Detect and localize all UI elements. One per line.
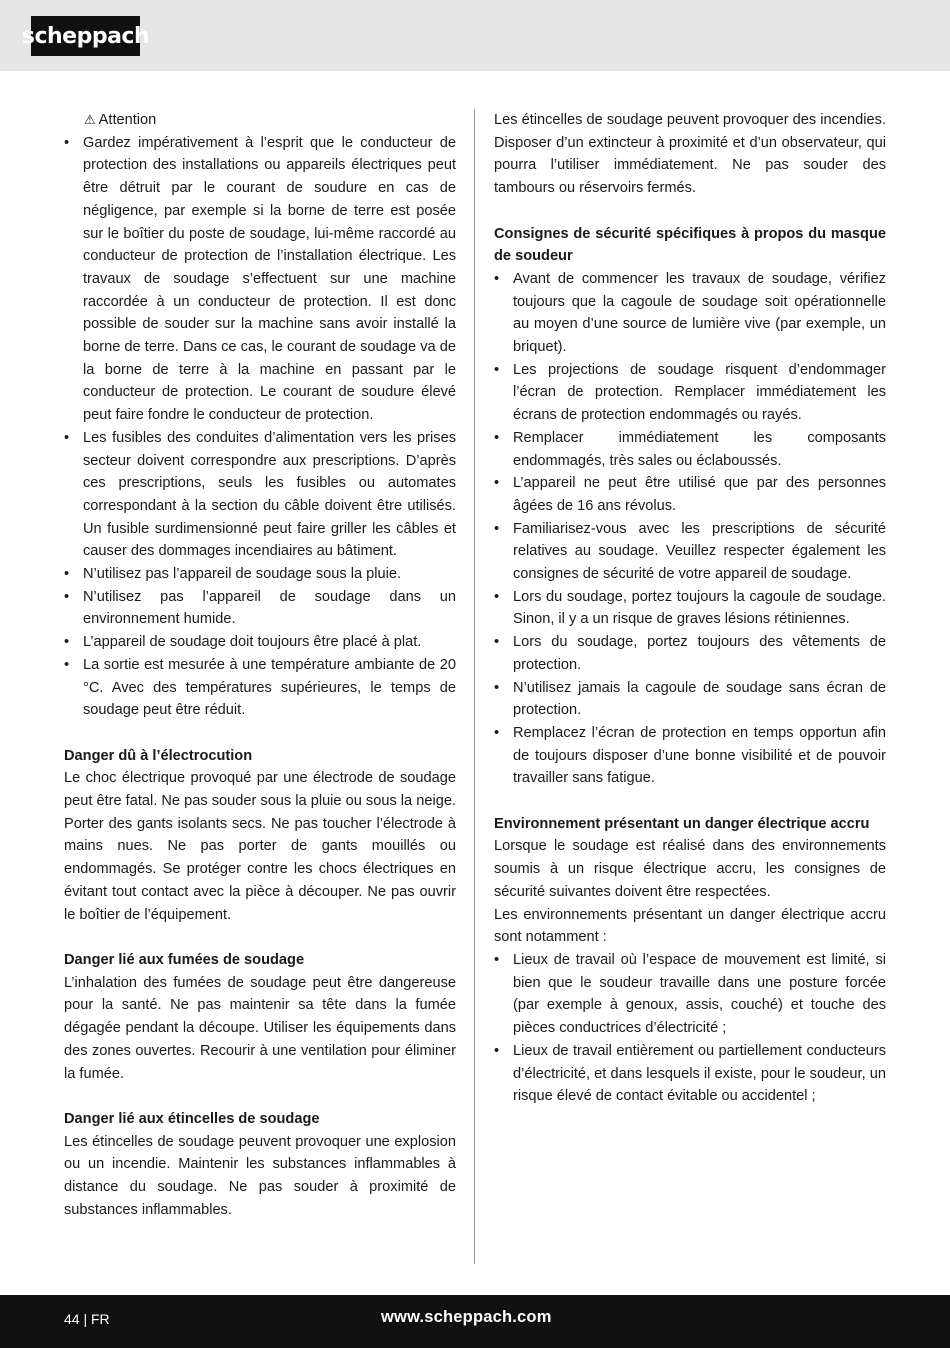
mask-heading: Consignes de sécurité spécifiques à propos du masque de soudeur: [494, 225, 886, 265]
list-item: • Remplacer immédiatement les composants endommagés, très sales ou éclaboussés.: [494, 427, 886, 472]
list-item: • N’utilisez pas l’appareil de soudage dans un environnement humide.: [64, 586, 456, 631]
list-item: • La sortie est mesurée à une température ambiante de 20 °C. Avec des températures supérieures, le temps de soudage peut être réduit.: [64, 654, 456, 722]
page-footer: [0, 1295, 950, 1348]
list-item: • Lors du soudage, portez toujours la cagoule de soudage. Sinon, il y a un risque de graves lésions rétiniennes.: [494, 586, 886, 631]
bullet-dot-icon: •: [64, 134, 70, 151]
bullet-dot-icon: •: [494, 520, 500, 537]
bullet-dot-icon: •: [494, 679, 500, 696]
bullet-dot-icon: •: [494, 951, 500, 968]
page-number: 44: [64, 1311, 80, 1327]
left-column: [64, 109, 456, 1221]
sparks-heading: Danger lié aux étincelles de soudage: [64, 1110, 320, 1127]
electrocution-text: Le choc électrique provoqué par une électrode de soudage peut être fatal. Ne pas souder sous la pluie ou sous la neige. Porter des gants isolants secs. Ne pas toucher l’électrode à mains nues. Ne pas porter de gants mouillés ou endommagés. Se protéger contre les chocs électriques en évitant tout contact avec la pièce à découper. Ne pas ouvrir le boîtier de l’équipement.: [64, 770, 456, 923]
bullet-dot-icon: •: [64, 634, 70, 651]
warning-triangle-icon: ⚠: [84, 112, 96, 127]
bullet-dot-icon: •: [64, 429, 70, 446]
attention-label: Attention: [98, 112, 157, 128]
bullet-dot-icon: •: [64, 566, 70, 583]
list-item: • N’utilisez jamais la cagoule de soudage sans écran de protection.: [494, 677, 886, 722]
list-item: • Familiarisez-vous avec les prescriptions de sécurité relatives au soudage. Veuillez respecter également les consignes de sécurité de votre appareil de soudage.: [494, 518, 886, 586]
attention-label-row: [64, 109, 456, 132]
list-item: • Lieux de travail où l’espace de mouvement est limité, si bien que le soudeur travaille dans une posture forcée (par exemple à genoux, assis, couché) et touche des pièces conductrices d’électricité ;: [494, 949, 886, 1040]
electrocution-heading: Danger dû à l’électrocution: [64, 747, 253, 764]
bullet-dot-icon: •: [494, 1042, 500, 1059]
environment-list: [494, 949, 886, 1108]
list-item: • Lieux de travail entièrement ou partiellement conducteurs d’électricité, et dans lesquels il existe, pour le soudeur, un risque élevé de contact évitable ou accidentel ;: [494, 1040, 886, 1108]
page-indicator: [64, 1311, 110, 1327]
environment-heading: Environnement présentant un danger électrique accru: [494, 815, 870, 832]
bullet-dot-icon: •: [494, 475, 500, 492]
sparks-continued-text: Les étincelles de soudage peuvent provoquer des incendies. Disposer d’un extincteur à proximité et d’un observateur, qui pourra l’utiliser immédiatement. Ne pas souder des tambours ou réservoirs fermés.: [494, 112, 886, 197]
fumes-heading: Danger lié aux fumées de soudage: [64, 951, 305, 968]
environment-text-2: Les environnements présentant un danger électrique accru sont notamment :: [494, 906, 886, 946]
page-language: FR: [91, 1311, 110, 1327]
bullet-dot-icon: •: [494, 429, 500, 446]
page-header: [0, 0, 950, 71]
scheppach-logo: scheppach: [31, 16, 140, 56]
list-item: • Les projections de soudage risquent d’endommager l’écran de protection. Remplacer immédiatement les écrans de protection endommagés ou rayés.: [494, 359, 886, 427]
list-item: • Lors du soudage, portez toujours des vêtements de protection.: [494, 631, 886, 676]
page-separator: |: [83, 1311, 88, 1327]
sparks-text: Les étincelles de soudage peuvent provoquer une explosion ou un incendie. Maintenir les substances inflammables à distance du soudage. Ne pas souder à proximité de substances inflammables.: [64, 1133, 456, 1218]
list-item: • Remplacez l’écran de protection en temps opportun afin de toujours disposer d’une bonne visibilité et de pouvoir travailler sans fatigue.: [494, 722, 886, 790]
bullet-dot-icon: •: [494, 361, 500, 378]
bullet-dot-icon: •: [494, 634, 500, 651]
list-item: • L’appareil de soudage doit toujours être placé à plat.: [64, 631, 456, 654]
bullet-dot-icon: •: [494, 724, 500, 741]
bullet-dot-icon: •: [64, 656, 70, 673]
list-item: • L’appareil ne peut être utilisé que par des personnes âgées de 16 ans révolus.: [494, 472, 886, 517]
list-item: • Les fusibles des conduites d’alimentation vers les prises secteur doivent correspondre aux prescriptions. D’après ces prescriptions, seuls les fusibles ou automates correspondant à la section du câble doivent être utilisés. Un fusible surdimensionné peut faire griller les câbles et causer des dommages incendiaires au bâtiment.: [64, 427, 456, 563]
list-item: • Avant de commencer les travaux de soudage, vérifiez toujours que la cagoule de soudage soit opérationnelle au moyen d’une source de lumière vive (par exemple, un briquet).: [494, 268, 886, 359]
list-item: • N’utilisez pas l’appareil de soudage sous la pluie.: [64, 563, 456, 586]
right-column: [494, 109, 886, 1108]
environment-text-1: Lorsque le soudage est réalisé dans des environnements soumis à un risque électrique accru, les consignes de sécurité suivantes doivent être respectées.: [494, 838, 886, 900]
website-link[interactable]: www.scheppach.com: [381, 1308, 552, 1326]
bullet-dot-icon: •: [494, 270, 500, 287]
column-divider: [474, 109, 475, 1264]
fumes-text: L’inhalation des fumées de soudage peut être dangereuse pour la santé. Ne pas maintenir sa tête dans la fumée dégagée pendant la découpe. Utiliser les équipements dans des zones ouvertes. Recourir à une ventilation pour éliminer la fumée.: [64, 974, 456, 1082]
attention-list: [64, 132, 456, 722]
bullet-dot-icon: •: [494, 588, 500, 605]
bullet-dot-icon: •: [64, 588, 70, 605]
list-item: • Gardez impérativement à l’esprit que le conducteur de protection des installations ou appareils électriques peut être détruit par le courant de soudure en cas de négligence, par exemple si la borne de terre est posée sur le boîtier du poste de soudage, lui-même raccordé au conducteur de protection de l’installation électrique. Les travaux de soudage s’effectuent sur une machine raccordée à un conducteur de protection. Il est donc possible de souder sur la machine sans avoir installé la borne de terre. Dans ce cas, le courant de soudage va de la borne de terre à la machine en passant par le conducteur de protection. Le courant de soudure élevé peut faire fondre le conducteur de protection.: [64, 132, 456, 427]
mask-list: [494, 268, 886, 790]
